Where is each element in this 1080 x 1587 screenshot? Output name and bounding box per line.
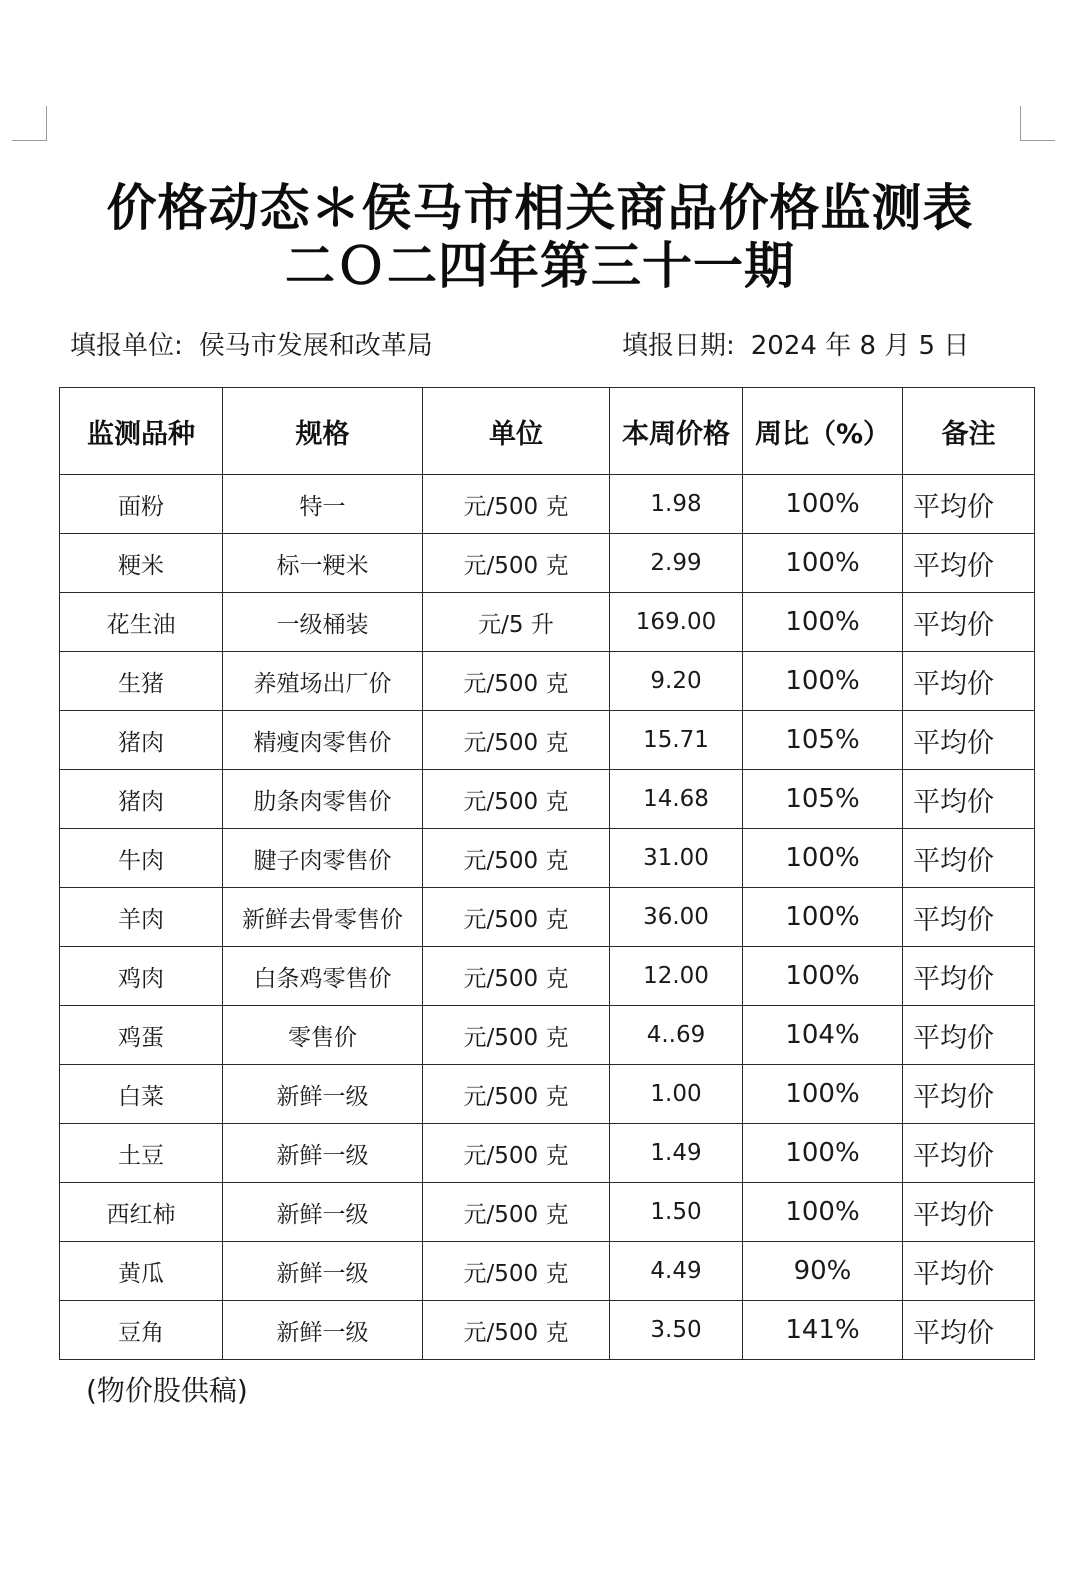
source-note: (物价股供稿) xyxy=(86,1374,248,1407)
cell-unit: 元/500 克 xyxy=(423,534,610,593)
cell-unit: 元/500 克 xyxy=(423,888,610,947)
cell-remark: 平均价 xyxy=(903,947,1035,1006)
table-row xyxy=(60,1124,1035,1183)
cell-spec: 新鲜一级 xyxy=(223,1065,423,1124)
cell-item: 豆角 xyxy=(60,1301,223,1360)
reporting-date-value: 2024 年 8 月 5 日 xyxy=(750,331,970,361)
reporting-date-label: 填报日期: xyxy=(622,331,735,361)
cell-week-ratio: 105% xyxy=(743,711,903,770)
cell-week-ratio: 100% xyxy=(743,1065,903,1124)
header-item: 监测品种 xyxy=(60,388,223,475)
cell-item: 猪肉 xyxy=(60,770,223,829)
cell-spec: 特一 xyxy=(223,475,423,534)
cell-remark: 平均价 xyxy=(903,829,1035,888)
header-price: 本周价格 xyxy=(610,388,743,475)
cell-week-ratio: 100% xyxy=(743,1124,903,1183)
page-corner-mark-top-left xyxy=(12,106,47,141)
cell-week-ratio: 100% xyxy=(743,534,903,593)
cell-price: 14.68 xyxy=(610,770,743,829)
table-row xyxy=(60,829,1035,888)
cell-item: 鸡肉 xyxy=(60,947,223,1006)
header-unit: 单位 xyxy=(423,388,610,475)
cell-price: 15.71 xyxy=(610,711,743,770)
cell-remark: 平均价 xyxy=(903,1006,1035,1065)
cell-unit: 元/500 克 xyxy=(423,1006,610,1065)
cell-price: 36.00 xyxy=(610,888,743,947)
cell-price: 3.50 xyxy=(610,1301,743,1360)
cell-week-ratio: 100% xyxy=(743,593,903,652)
cell-spec: 新鲜一级 xyxy=(223,1124,423,1183)
cell-item: 生猪 xyxy=(60,652,223,711)
cell-price: 4.49 xyxy=(610,1242,743,1301)
cell-week-ratio: 100% xyxy=(743,652,903,711)
cell-remark: 平均价 xyxy=(903,711,1035,770)
cell-item: 猪肉 xyxy=(60,711,223,770)
page-corner-mark-top-right xyxy=(1020,106,1055,141)
cell-remark: 平均价 xyxy=(903,652,1035,711)
cell-spec: 新鲜一级 xyxy=(223,1183,423,1242)
reporting-unit-value: 侯马市发展和改革局 xyxy=(198,331,433,361)
cell-spec: 零售价 xyxy=(223,1006,423,1065)
cell-unit: 元/500 克 xyxy=(423,1242,610,1301)
cell-price: 1.49 xyxy=(610,1124,743,1183)
cell-week-ratio: 100% xyxy=(743,475,903,534)
cell-item: 西红柿 xyxy=(60,1183,223,1242)
table-row xyxy=(60,770,1035,829)
cell-week-ratio: 90% xyxy=(743,1242,903,1301)
cell-spec: 肋条肉零售价 xyxy=(223,770,423,829)
table-row xyxy=(60,1183,1035,1242)
cell-spec: 精瘦肉零售价 xyxy=(223,711,423,770)
cell-unit: 元/500 克 xyxy=(423,475,610,534)
cell-week-ratio: 100% xyxy=(743,1183,903,1242)
cell-spec: 新鲜一级 xyxy=(223,1242,423,1301)
cell-item: 粳米 xyxy=(60,534,223,593)
cell-remark: 平均价 xyxy=(903,475,1035,534)
cell-unit: 元/500 克 xyxy=(423,1183,610,1242)
cell-remark: 平均价 xyxy=(903,770,1035,829)
table-row xyxy=(60,534,1035,593)
cell-item: 羊肉 xyxy=(60,888,223,947)
cell-price: 169.00 xyxy=(610,593,743,652)
cell-item: 黄瓜 xyxy=(60,1242,223,1301)
cell-price: 1.98 xyxy=(610,475,743,534)
cell-item: 土豆 xyxy=(60,1124,223,1183)
cell-item: 牛肉 xyxy=(60,829,223,888)
cell-item: 面粉 xyxy=(60,475,223,534)
table-row xyxy=(60,888,1035,947)
cell-unit: 元/5 升 xyxy=(423,593,610,652)
table-row xyxy=(60,711,1035,770)
cell-week-ratio: 100% xyxy=(743,947,903,1006)
cell-remark: 平均价 xyxy=(903,1124,1035,1183)
header-week-ratio: 周比（%） xyxy=(743,388,903,475)
cell-unit: 元/500 克 xyxy=(423,711,610,770)
cell-item: 白菜 xyxy=(60,1065,223,1124)
cell-item: 花生油 xyxy=(60,593,223,652)
document-title: 价格动态＊侯马市相关商品价格监测表 xyxy=(106,179,974,237)
header-spec: 规格 xyxy=(223,388,423,475)
cell-week-ratio: 100% xyxy=(743,888,903,947)
cell-price: 9.20 xyxy=(610,652,743,711)
table-row xyxy=(60,947,1035,1006)
cell-spec: 新鲜去骨零售价 xyxy=(223,888,423,947)
cell-week-ratio: 141% xyxy=(743,1301,903,1360)
table-header-row xyxy=(60,388,1035,475)
cell-unit: 元/500 克 xyxy=(423,1301,610,1360)
cell-week-ratio: 104% xyxy=(743,1006,903,1065)
cell-price: 12.00 xyxy=(610,947,743,1006)
table-body xyxy=(60,475,1035,1360)
cell-remark: 平均价 xyxy=(903,888,1035,947)
cell-spec: 标一粳米 xyxy=(223,534,423,593)
cell-week-ratio: 105% xyxy=(743,770,903,829)
cell-unit: 元/500 克 xyxy=(423,770,610,829)
cell-spec: 一级桶装 xyxy=(223,593,423,652)
cell-remark: 平均价 xyxy=(903,1242,1035,1301)
cell-unit: 元/500 克 xyxy=(423,829,610,888)
cell-remark: 平均价 xyxy=(903,1065,1035,1124)
price-monitoring-table xyxy=(59,387,1035,1360)
cell-price: 4..69 xyxy=(610,1006,743,1065)
table-row xyxy=(60,1006,1035,1065)
header-remark: 备注 xyxy=(903,388,1035,475)
table-row xyxy=(60,593,1035,652)
cell-unit: 元/500 克 xyxy=(423,1124,610,1183)
table-row xyxy=(60,1301,1035,1360)
document-issue-title: 二Ｏ二四年第三十一期 xyxy=(285,237,795,295)
cell-remark: 平均价 xyxy=(903,534,1035,593)
table-row xyxy=(60,1242,1035,1301)
table-row xyxy=(60,1065,1035,1124)
reporting-date xyxy=(622,328,969,364)
cell-price: 2.99 xyxy=(610,534,743,593)
cell-unit: 元/500 克 xyxy=(423,947,610,1006)
cell-spec: 腱子肉零售价 xyxy=(223,829,423,888)
cell-spec: 新鲜一级 xyxy=(223,1301,423,1360)
cell-remark: 平均价 xyxy=(903,1183,1035,1242)
cell-unit: 元/500 克 xyxy=(423,652,610,711)
reporting-unit-label: 填报单位: xyxy=(70,331,183,361)
cell-price: 31.00 xyxy=(610,829,743,888)
cell-item: 鸡蛋 xyxy=(60,1006,223,1065)
table-row xyxy=(60,652,1035,711)
reporting-unit xyxy=(70,328,433,364)
cell-spec: 养殖场出厂价 xyxy=(223,652,423,711)
cell-unit: 元/500 克 xyxy=(423,1065,610,1124)
cell-week-ratio: 100% xyxy=(743,829,903,888)
cell-spec: 白条鸡零售价 xyxy=(223,947,423,1006)
table-row xyxy=(60,475,1035,534)
cell-remark: 平均价 xyxy=(903,593,1035,652)
cell-price: 1.00 xyxy=(610,1065,743,1124)
cell-remark: 平均价 xyxy=(903,1301,1035,1360)
cell-price: 1.50 xyxy=(610,1183,743,1242)
